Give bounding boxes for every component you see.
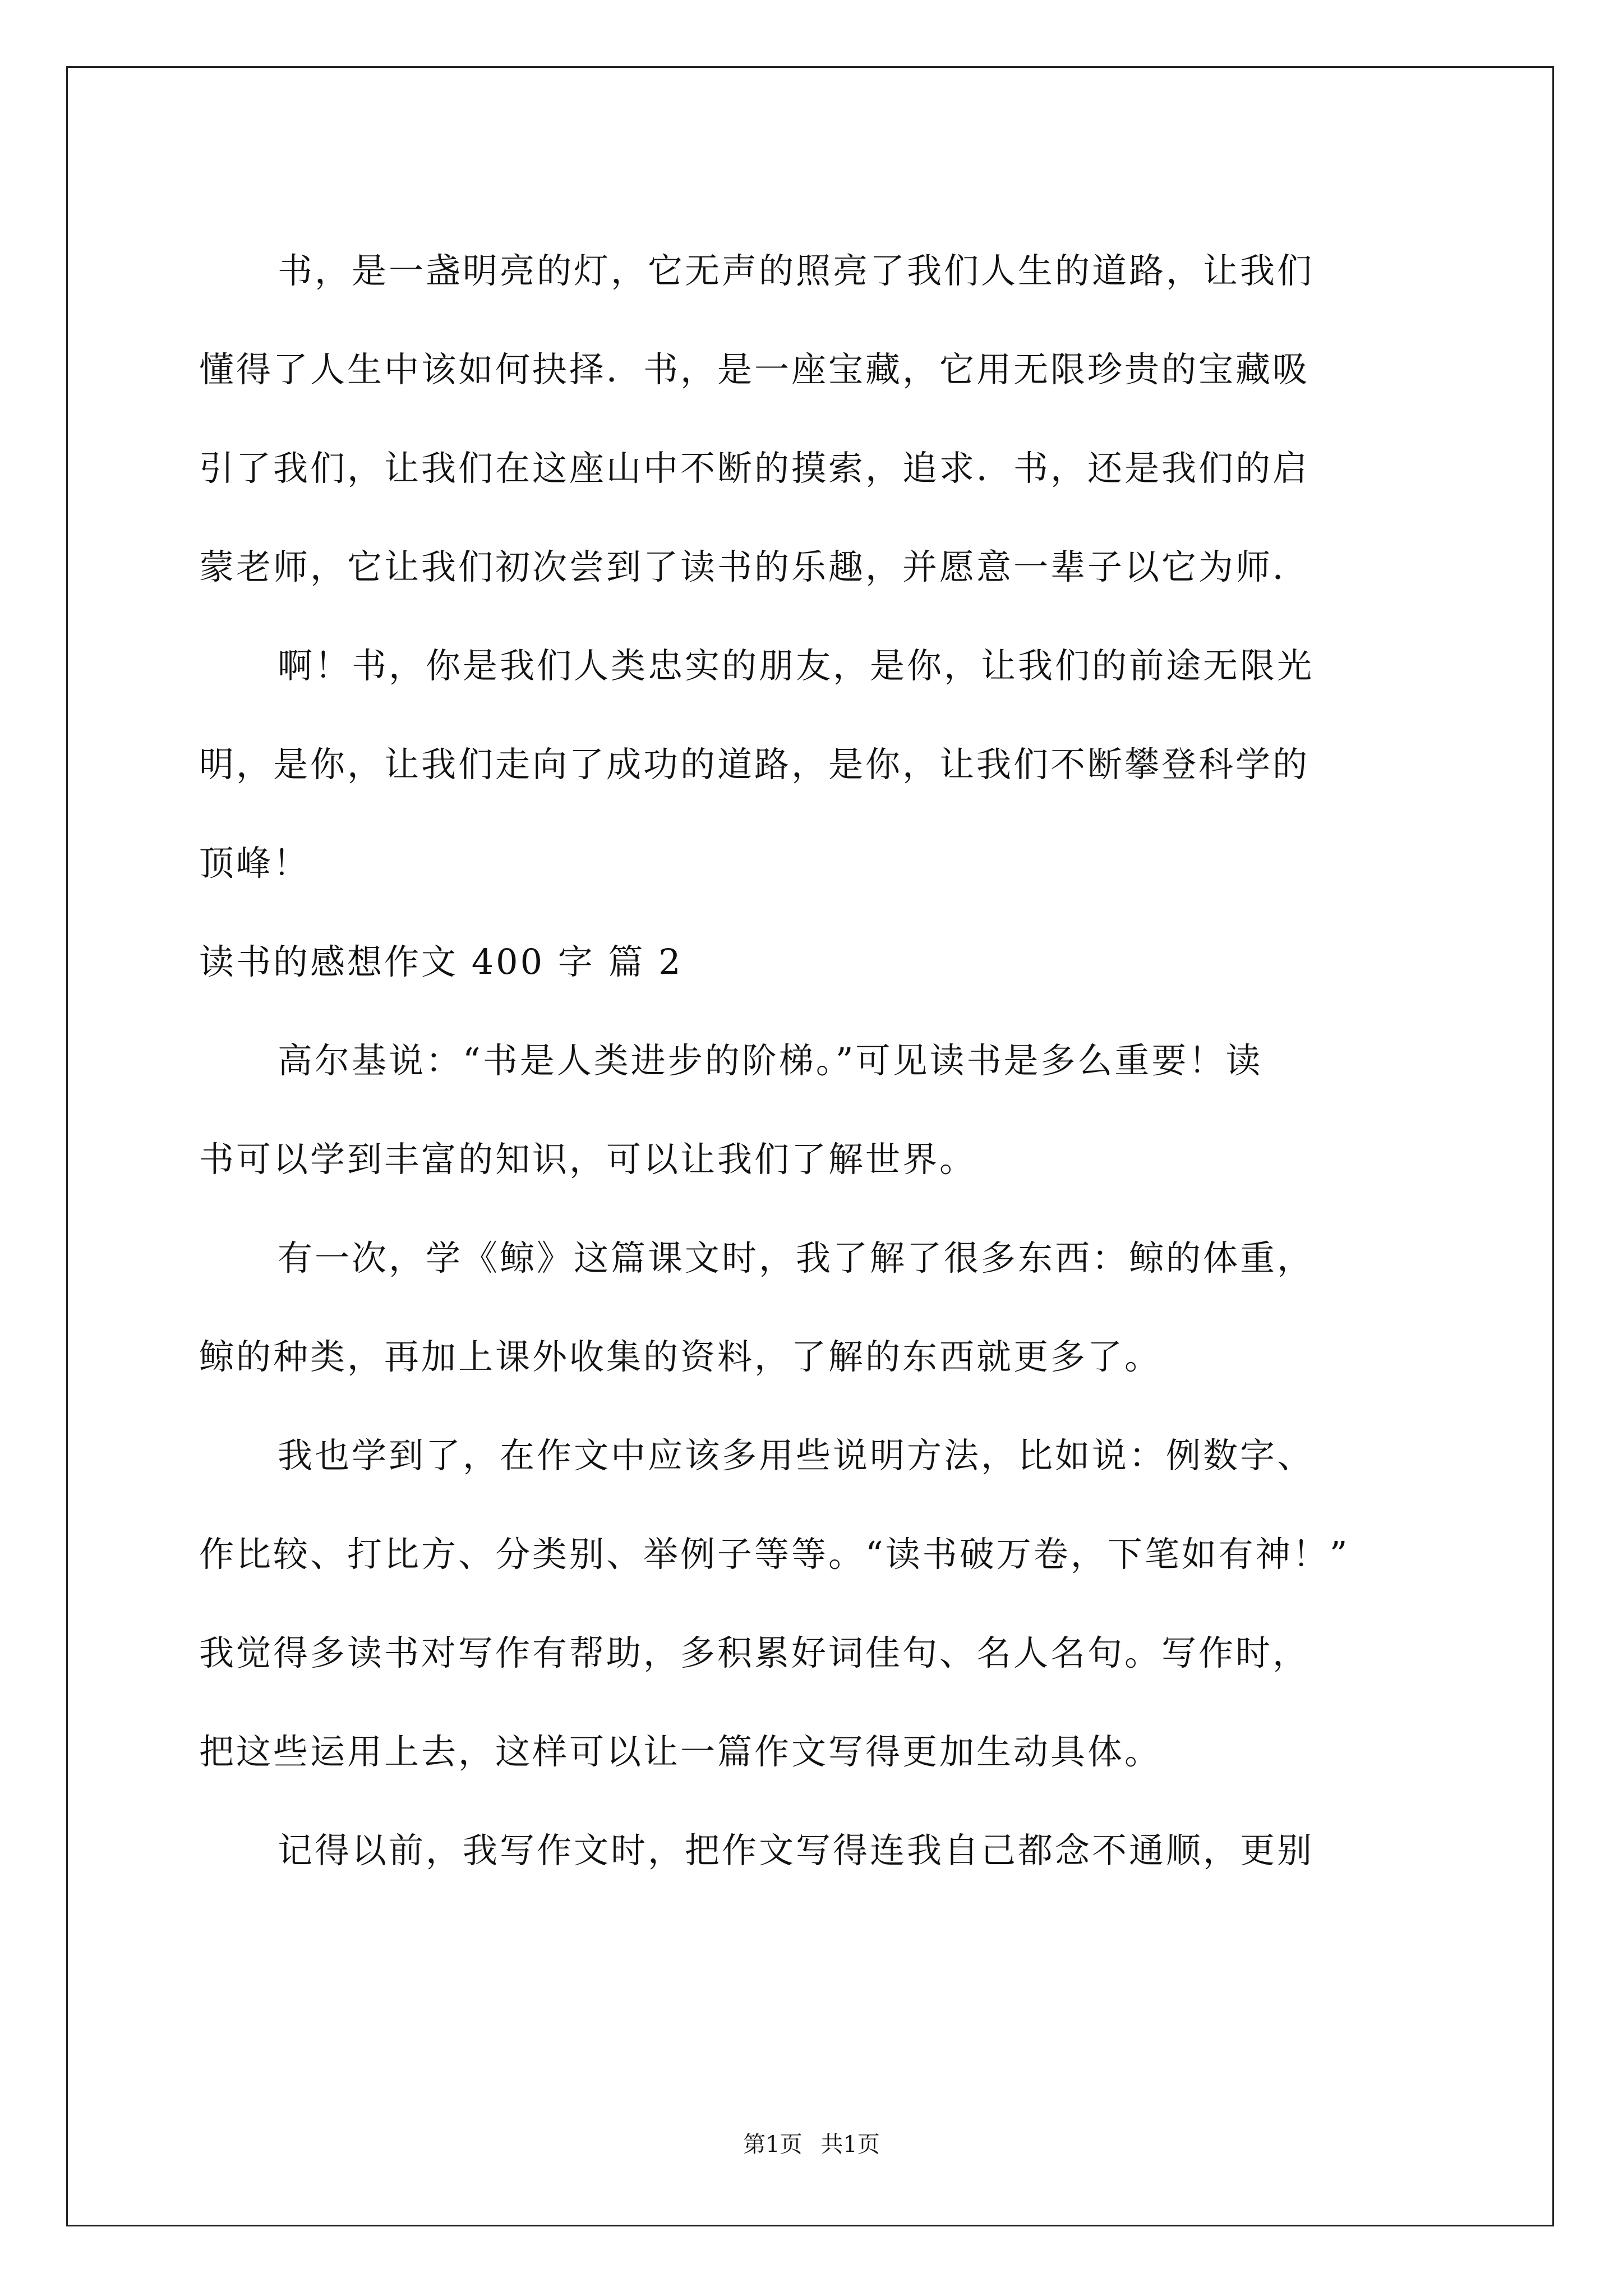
text-line: 顶峰！ [199, 843, 311, 884]
page-number: 第1页 [743, 2132, 803, 2157]
text-line: 书可以学到丰富的知识，可以让我们了解世界。 [199, 1139, 977, 1180]
text-line: 引了我们，让我们在这座山中不断的摸索，追求．书，还是我们的启 [199, 448, 1310, 489]
text-line: 我觉得多读书对写作有帮助，多积累好词佳句、名人名句。写作时， [199, 1632, 1310, 1673]
text-line: 懂得了人生中该如何抉择．书，是一座宝藏，它用无限珍贵的宝藏吸 [199, 349, 1310, 390]
page-footer [0, 2131, 1623, 2159]
text-line: 蒙老师，它让我们初次尝到了读书的乐趣，并愿意一辈子以它为师． [199, 546, 1310, 587]
text-line: 书，是一盏明亮的灯，它无声的照亮了我们人生的道路，让我们 [278, 250, 1315, 291]
text-line: 有一次，学《鲸》这篇课文时，我了解了很多东西：鲸的体重， [278, 1237, 1315, 1278]
text-line: 高尔基说：“书是人类进步的阶梯。”可见读书是多么重要！读 [278, 1040, 1263, 1081]
text-line: 记得以前，我写作文时，把作文写得连我自己都念不通顺，更别 [278, 1830, 1315, 1871]
text-line: 我也学到了，在作文中应该多用些说明方法，比如说：例数字、 [278, 1435, 1315, 1476]
text-line: 把这些运用上去，这样可以让一篇作文写得更加生动具体。 [199, 1731, 1162, 1772]
text-line: 作比较、打比方、分类别、举例子等等。“读书破万卷，下笔如有神！” [199, 1534, 1350, 1575]
page-total: 共1页 [820, 2132, 880, 2157]
text-line: 明，是你，让我们走向了成功的道路，是你，让我们不断攀登科学的 [199, 744, 1310, 785]
text-line: 啊！书，你是我们人类忠实的朋友，是你，让我们的前途无限光 [278, 645, 1315, 686]
text-line: 鲸的种类，再加上课外收集的资料，了解的东西就更多了。 [199, 1336, 1162, 1377]
section-heading: 读书的感想作文 400 字 篇 2 [199, 941, 683, 982]
document-body [199, 222, 1424, 1900]
